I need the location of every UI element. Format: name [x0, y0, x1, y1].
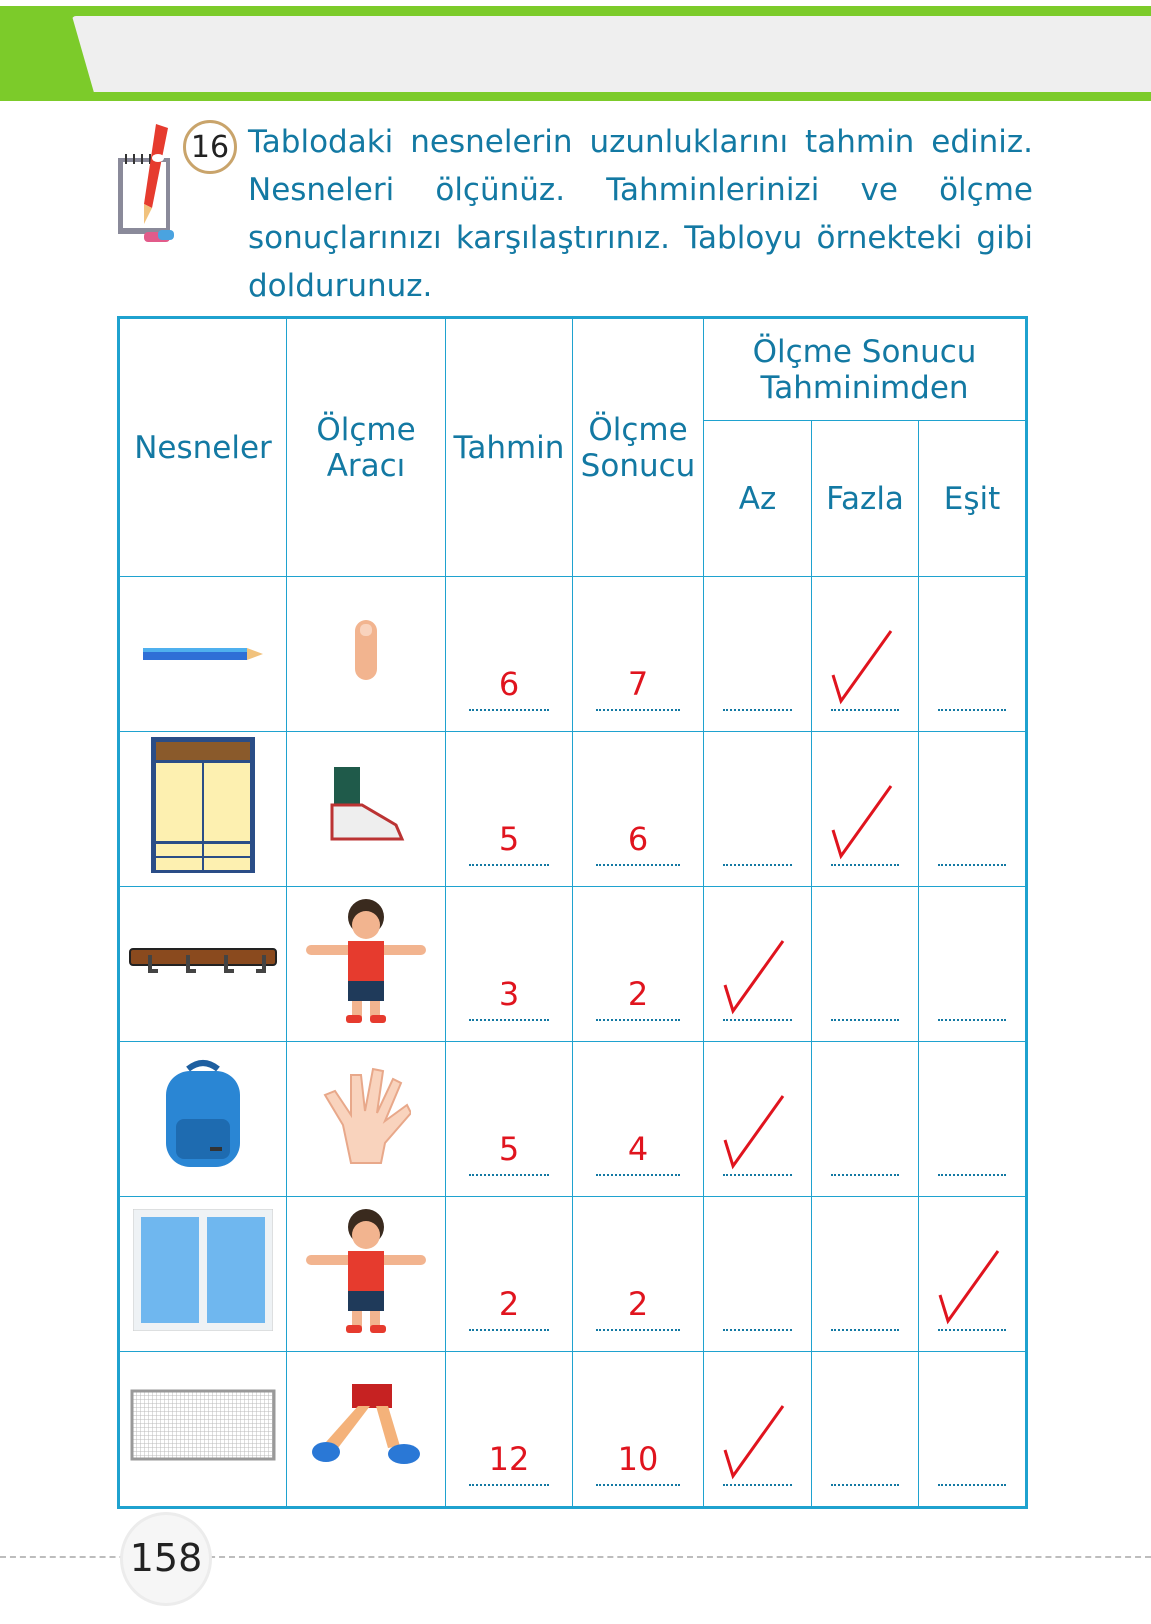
answer-line: [723, 864, 792, 866]
estimate-cell[interactable]: [446, 887, 573, 1042]
header-tool: Ölçme Aracı: [287, 318, 446, 577]
estimate-cell[interactable]: [446, 1042, 573, 1197]
finger-icon: [351, 618, 381, 690]
tool-cell: [287, 1352, 446, 1508]
object-cell: [119, 732, 287, 887]
result-cell[interactable]: [573, 732, 704, 887]
pencil-mascot-icon: [116, 120, 180, 248]
header-less: Az: [704, 421, 812, 577]
estimate-cell[interactable]: [446, 732, 573, 887]
check-cell-more[interactable]: [812, 577, 919, 732]
table-row: [119, 1352, 1027, 1508]
checkmark-icon: [827, 780, 897, 868]
check-cell-equal[interactable]: [919, 887, 1027, 1042]
check-cell-more[interactable]: [812, 887, 919, 1042]
answer-line: [469, 1329, 550, 1331]
hand-span-icon: [321, 1065, 411, 1173]
answer-line: [469, 709, 550, 711]
object-cell: [119, 577, 287, 732]
check-cell-equal[interactable]: [919, 1197, 1027, 1352]
check-cell-less[interactable]: [704, 1197, 812, 1352]
estimate-value: 5: [498, 820, 520, 858]
estimate-value: 6: [498, 665, 520, 703]
header-objects: Nesneler: [119, 318, 287, 577]
result-value: 4: [627, 1130, 649, 1168]
estimate-value: 12: [488, 1440, 530, 1478]
check-cell-more[interactable]: [812, 732, 919, 887]
answer-line: [938, 864, 1006, 866]
checkmark-icon: [719, 935, 789, 1023]
result-value: 10: [617, 1440, 659, 1478]
measurement-table: [117, 316, 1028, 1509]
wardrobe-icon: [151, 737, 255, 881]
answer-line: [469, 1019, 550, 1021]
coat-hanger-icon: [128, 945, 278, 983]
check-cell-less[interactable]: [704, 1042, 812, 1197]
header-comparison-group: Ölçme Sonucu Tahminimden: [704, 318, 1027, 421]
tool-cell: [287, 577, 446, 732]
answer-line: [596, 1174, 679, 1176]
object-cell: [119, 1352, 287, 1508]
arm-span-icon: [304, 895, 428, 1033]
step-icon: [308, 1382, 424, 1476]
answer-line: [596, 1329, 679, 1331]
object-cell: [119, 1197, 287, 1352]
result-cell[interactable]: [573, 1042, 704, 1197]
answer-line: [831, 1019, 899, 1021]
answer-line: [723, 1329, 792, 1331]
check-cell-less[interactable]: [704, 887, 812, 1042]
answer-line: [938, 1484, 1006, 1486]
result-value: 6: [627, 820, 649, 858]
checkmark-icon: [719, 1400, 789, 1488]
check-cell-more[interactable]: [812, 1042, 919, 1197]
check-cell-less[interactable]: [704, 577, 812, 732]
check-cell-more[interactable]: [812, 1197, 919, 1352]
goal-icon: [128, 1387, 278, 1471]
answer-line: [938, 1174, 1006, 1176]
check-cell-more[interactable]: [812, 1352, 919, 1508]
header-estimate: Tahmin: [446, 318, 573, 577]
checkmark-icon: [934, 1245, 1004, 1333]
answer-line: [596, 709, 679, 711]
estimate-value: 5: [498, 1130, 520, 1168]
check-cell-less[interactable]: [704, 732, 812, 887]
header-result: Ölçme Sonucu: [573, 318, 704, 577]
estimate-cell[interactable]: [446, 1352, 573, 1508]
tool-cell: [287, 1197, 446, 1352]
estimate-cell[interactable]: [446, 1197, 573, 1352]
result-cell[interactable]: [573, 577, 704, 732]
question-number: 16: [183, 120, 237, 174]
answer-line: [831, 1174, 899, 1176]
question-text: Tablodaki nesnelerin uzunluklarını tahmin ediniz. Nesneleri ölçünüz. Tahminlerinizi ve ölçme sonuçlarınızı karşılaştırınız. Tabloyu örnekteki gibi doldurunuz.: [248, 124, 1033, 304]
pencil-icon: [141, 636, 265, 672]
header-title-area: [72, 16, 1151, 92]
tool-cell: [287, 1042, 446, 1197]
window-icon: [133, 1209, 273, 1339]
table-row: [119, 1197, 1027, 1352]
check-cell-less[interactable]: [704, 1352, 812, 1508]
answer-line: [596, 864, 679, 866]
checkmark-icon: [719, 1090, 789, 1178]
check-cell-equal[interactable]: [919, 1352, 1027, 1508]
answer-line: [469, 1174, 550, 1176]
answer-line: [831, 1484, 899, 1486]
object-cell: [119, 887, 287, 1042]
backpack-icon: [158, 1059, 248, 1179]
foot-icon: [326, 765, 406, 853]
page-number: 158: [120, 1512, 212, 1606]
table-row: [119, 732, 1027, 887]
check-cell-equal[interactable]: [919, 1042, 1027, 1197]
answer-line: [596, 1019, 679, 1021]
checkmark-icon: [827, 625, 897, 713]
result-value: 2: [627, 975, 649, 1013]
estimate-value: 2: [498, 1285, 520, 1323]
result-value: 7: [627, 665, 649, 703]
header-more: Fazla: [812, 421, 919, 577]
check-cell-equal[interactable]: [919, 732, 1027, 887]
header-equal: Eşit: [919, 421, 1027, 577]
table-row: [119, 577, 1027, 732]
answer-line: [469, 864, 550, 866]
result-cell[interactable]: [573, 1197, 704, 1352]
estimate-value: 3: [498, 975, 520, 1013]
result-cell[interactable]: [573, 1352, 704, 1508]
estimate-cell[interactable]: [446, 577, 573, 732]
object-cell: [119, 1042, 287, 1197]
tool-cell: [287, 732, 446, 887]
answer-line: [831, 1329, 899, 1331]
answer-line: [723, 709, 792, 711]
arm-span-icon: [304, 1205, 428, 1343]
result-value: 2: [627, 1285, 649, 1323]
answer-line: [469, 1484, 550, 1486]
answer-line: [596, 1484, 679, 1486]
answer-line: [938, 1019, 1006, 1021]
check-cell-equal[interactable]: [919, 577, 1027, 732]
tool-cell: [287, 887, 446, 1042]
answer-line: [938, 709, 1006, 711]
result-cell[interactable]: [573, 887, 704, 1042]
table-row: [119, 1042, 1027, 1197]
table-row: [119, 887, 1027, 1042]
